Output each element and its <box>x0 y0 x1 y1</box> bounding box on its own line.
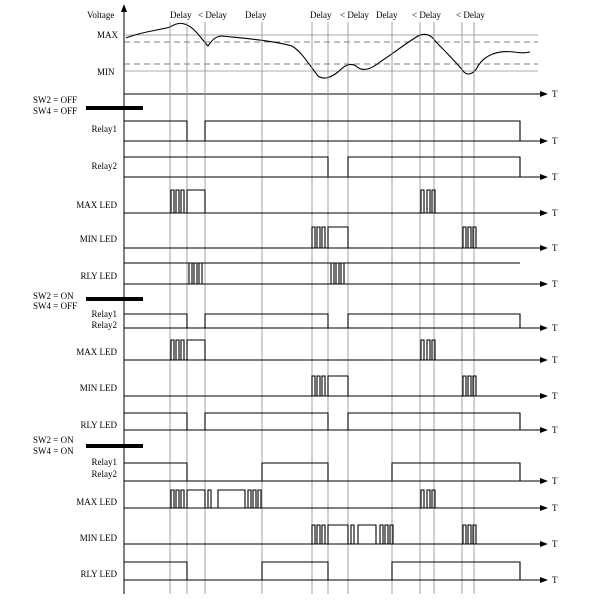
time-axis-label: T <box>552 503 558 513</box>
time-axis-label: T <box>552 476 558 486</box>
time-axis-arrow <box>540 541 548 547</box>
signal-high-segment <box>124 314 187 328</box>
blink-pulse <box>181 340 184 360</box>
steady-on-pulse <box>187 340 205 360</box>
switch-setting-label: SW4 = OFF <box>33 106 78 116</box>
blink-pulse <box>176 190 179 213</box>
blink-pulse <box>473 525 476 544</box>
steady-on-pulse <box>187 190 205 213</box>
blink-pulse <box>322 376 325 396</box>
signal-row <box>92 309 559 333</box>
blink-pulse <box>258 490 261 508</box>
time-axis-arrow <box>540 281 548 287</box>
time-axis-arrow <box>540 138 548 144</box>
signal-label: RLY LED <box>80 569 117 579</box>
signal-label: Relay1 <box>91 124 117 134</box>
steady-on-pulse <box>328 525 348 544</box>
time-axis-arrow <box>540 245 548 251</box>
signal-label: Relay1 <box>91 457 117 467</box>
signal-row <box>76 340 558 365</box>
time-axis-label: T <box>552 208 558 218</box>
signal-high-segment <box>124 121 187 141</box>
time-axis-arrow <box>540 427 548 433</box>
signal-high-segment <box>205 314 328 328</box>
switch-section <box>33 435 558 585</box>
blink-dip <box>331 263 334 284</box>
time-axis-label: T <box>552 575 558 585</box>
signal-label: RLY LED <box>80 271 117 281</box>
blink-pulse <box>473 227 476 248</box>
max-level-label: MAX <box>97 30 119 40</box>
voltage-axis-label: Voltage <box>87 10 115 20</box>
blink-pulse <box>171 490 174 508</box>
time-axis-arrow <box>540 357 548 363</box>
time-axis-label: T <box>552 391 558 401</box>
delay-header: < Delay <box>412 10 441 20</box>
blink-pulse <box>463 525 466 544</box>
blink-pulse <box>468 227 471 248</box>
delay-headers <box>170 10 485 20</box>
signal-row <box>92 157 559 182</box>
signal-high-segment <box>124 463 187 481</box>
blink-pulse <box>181 190 184 213</box>
blink-dip <box>199 263 202 284</box>
delay-header: Delay <box>245 10 267 20</box>
vertical-axis-arrow <box>121 4 127 12</box>
signal-high-segment <box>124 157 328 177</box>
signal-row <box>92 457 559 486</box>
delay-header: < Delay <box>456 10 485 20</box>
signal-label: Relay1 <box>91 309 117 319</box>
signal-row <box>80 376 558 401</box>
delay-header: Delay <box>376 10 398 20</box>
time-axis-arrow <box>540 577 548 583</box>
signal-row <box>80 227 558 253</box>
signal-high-segment <box>124 562 187 580</box>
signal-row <box>80 562 558 585</box>
blink-pulse <box>432 340 435 360</box>
blink-pulse <box>171 340 174 360</box>
signal-label: MIN LED <box>79 533 117 543</box>
blink-pulse <box>248 490 251 508</box>
blink-pulse <box>427 340 430 360</box>
switch-setting-label: SW4 = ON <box>33 446 74 456</box>
blink-pulse <box>351 525 354 544</box>
blink-dip <box>341 263 344 284</box>
signal-label: MIN LED <box>79 383 117 393</box>
signal-high-segment <box>205 413 328 430</box>
time-axis-arrow <box>540 210 548 216</box>
blink-pulse <box>421 490 424 508</box>
blink-pulse <box>317 525 320 544</box>
blink-pulse <box>317 376 320 396</box>
signal-label: Relay2 <box>91 161 117 171</box>
signal-label: Relay2 <box>91 320 117 330</box>
blink-pulse <box>385 525 388 544</box>
voltage-time-axis-arrow <box>540 91 548 97</box>
time-axis-label: T <box>552 279 558 289</box>
blink-pulse <box>463 227 466 248</box>
time-axis-label: T <box>552 539 558 549</box>
switch-setting-label: SW2 = ON <box>33 291 74 301</box>
blink-pulse <box>253 490 256 508</box>
blink-dip <box>194 263 197 284</box>
signal-high-segment <box>262 463 328 481</box>
steady-on-pulse <box>328 227 348 248</box>
blink-pulse <box>312 227 315 248</box>
time-axis-label: T <box>552 355 558 365</box>
blink-pulse <box>427 190 430 213</box>
blink-pulse <box>218 490 245 508</box>
blink-dip <box>336 263 339 284</box>
blink-pulse <box>463 376 466 396</box>
time-axis-label: T <box>552 172 558 182</box>
blink-pulse <box>176 490 179 508</box>
time-axis-arrow <box>540 174 548 180</box>
blink-pulse <box>427 490 430 508</box>
switch-section <box>33 95 558 289</box>
signal-label: MAX LED <box>76 347 117 357</box>
blink-pulse <box>208 490 211 508</box>
blink-pulse <box>312 525 315 544</box>
signal-high-segment <box>124 413 187 430</box>
blink-dip <box>189 263 192 284</box>
steady-on-pulse <box>187 490 205 508</box>
time-axis-label: T <box>552 243 558 253</box>
blink-pulse <box>468 376 471 396</box>
signal-high-segment <box>205 121 520 141</box>
blink-pulse <box>322 525 325 544</box>
blink-pulse <box>322 227 325 248</box>
signal-row <box>92 121 559 146</box>
delay-header: < Delay <box>198 10 227 20</box>
blink-pulse <box>468 525 471 544</box>
time-axis-arrow <box>540 325 548 331</box>
blink-pulse <box>421 190 424 213</box>
switch-setting-label: SW4 = OFF <box>33 301 78 311</box>
delay-header: Delay <box>170 10 192 20</box>
switch-setting-label: SW2 = ON <box>33 435 74 445</box>
signal-label: RLY LED <box>80 420 117 430</box>
blink-pulse <box>421 340 424 360</box>
signal-row <box>80 263 558 289</box>
blink-pulse <box>473 376 476 396</box>
time-axis-label: T <box>552 425 558 435</box>
signal-label: Relay2 <box>91 469 117 479</box>
blink-pulse <box>390 525 393 544</box>
time-axis-arrow <box>540 393 548 399</box>
time-axis-label: T <box>552 136 558 146</box>
signal-label: MAX LED <box>76 200 117 210</box>
signal-row <box>76 190 558 218</box>
voltage-time-axis-label: T <box>552 89 558 99</box>
time-axis-arrow <box>540 505 548 511</box>
signal-label: MAX LED <box>76 497 117 507</box>
signal-high-segment <box>262 562 328 580</box>
signal-high-segment <box>392 562 520 580</box>
switch-setting-label: SW2 = OFF <box>33 95 78 105</box>
blink-pulse <box>432 190 435 213</box>
blink-pulse <box>358 525 376 544</box>
signal-rows <box>33 95 558 585</box>
delay-header: Delay <box>310 10 332 20</box>
blink-pulse <box>176 340 179 360</box>
blink-pulse <box>312 376 315 396</box>
signal-label: MIN LED <box>79 234 117 244</box>
signal-row <box>76 490 558 513</box>
blink-pulse <box>171 190 174 213</box>
blink-pulse <box>432 490 435 508</box>
signal-row <box>80 413 558 435</box>
blink-pulse <box>181 490 184 508</box>
min-level-label: MIN <box>97 67 115 77</box>
delay-header: < Delay <box>340 10 369 20</box>
signal-high-segment <box>392 463 520 481</box>
time-axis-arrow <box>540 478 548 484</box>
blink-pulse <box>380 525 383 544</box>
switch-section <box>33 291 558 435</box>
signal-row <box>80 525 558 549</box>
time-axis-label: T <box>552 323 558 333</box>
blink-pulse <box>317 227 320 248</box>
steady-on-pulse <box>328 376 348 396</box>
